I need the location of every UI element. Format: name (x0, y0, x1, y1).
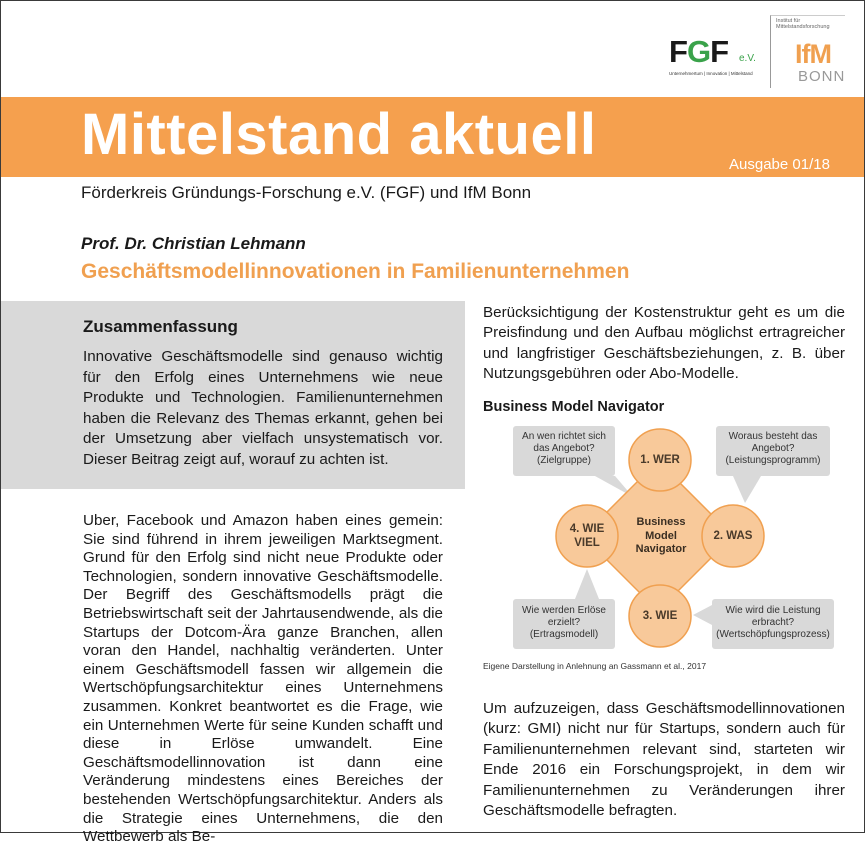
title-banner (1, 97, 864, 177)
node-label-was: 2. WAS (713, 530, 753, 542)
article-title: Geschäftsmodellinnovationen in Familienunternehmen (81, 260, 630, 283)
bubble-top-left-text: An wen richtet sich das Angebot? (Zielgruppe) (522, 431, 606, 466)
summary-box (1, 301, 465, 489)
publisher-subtitle: Förderkreis Gründungs-Forschung e.V. (FGF) und IfM Bonn (81, 183, 532, 202)
diagram-title: Business Model Navigator (483, 399, 665, 415)
fgf-logo-tagline: Unternehmertum | Innovation | Mittelstand (669, 71, 753, 76)
ifm-logo-letters: IfM (795, 39, 831, 69)
bubble-bottom-left-text: Wie werden Erlöse erzielt? (Ertragsmodell) (522, 605, 606, 640)
ifm-logo-institute: Institut für Mittelstandsforschung (776, 18, 830, 30)
summary-text: Innovative Geschäftsmodelle sind genauso wichtig für den Erfolg eines Unternehmens wie neue Produkte und Technologien. Familienunternehmen haben die Relevanz des Themas erkannt, gehen bei der Umsetzung aber vielfach unsystematisch vor. Dieser Beitrag zeigt auf, worauf zu achten ist. (83, 348, 443, 468)
fgf-logo (669, 35, 761, 83)
business-model-navigator-diagram (483, 419, 845, 657)
author-name: Prof. Dr. Christian Lehmann (81, 234, 306, 253)
body-text-right-bottom: Um aufzuzeigen, dass Geschäftsmodellinnovationen (kurz: GMI) nicht nur für Startups, sondern auch für Familienunternehmen relevant sind, starteten wir Ende 2016 ein Forschungsprojekt, in dem wir Familienunternehmen zu Veränderungen ihrer Geschäftsmodelle befragten. (483, 700, 845, 820)
body-text-left: Uber, Facebook und Amazon haben eines gemein: Sie sind führend in ihrem jeweiligen Marktsegment. Grund für den Erfolg sind nicht neue Produkte oder Technologien, sondern innovative Geschäftsmodelle. Der Begriff des Geschäftsmodells prägt die Betriebswirtschaft seit der Jahrtausendwende, als die Startups der Dotcom-Ära ganze Branchen, allen voran den Handel, nachhaltig veränderten. Unter einem Geschäftsmodell fassen wir allgemein die Wertschöpfungsarchitektur eines Unternehmens zusammen. Konkret beantwortet es die Frage, wie ein Unternehmen Werte für seine Kunden schafft und diese in Erlöse umwandelt. Eine Geschäftsmodellinnovation ist dann eine Veränderung mindestens eines Bereiches der bestehenden Wertschöpfungsarchitektur. Anders als die Strategie eines Unternehmens, die den Wettbewerb als Be- (83, 512, 443, 846)
fgf-logo-letters: FGF (669, 34, 728, 69)
ifm-logo-city: BONN (798, 68, 846, 85)
bubble-bottom-right-text: Wie wird die Leistung erbracht? (Wertschöpfungsprozess) (716, 605, 830, 640)
bubble-top-right-text: Woraus besteht das Angebot? (Leistungsprogramm) (725, 431, 821, 466)
summary-heading: Zusammenfassung (83, 317, 238, 336)
diagram-center-label: Business Model Navigator (635, 516, 687, 555)
node-label-wie: 3. WIE (642, 610, 678, 622)
body-text-right-top: Berücksichtigung der Kostenstruktur geht es um die Preisfindung und den Aufbau möglichst ertragreicher und langfristiger Geschäftsbeziehungen, z. B. über Nutzungsgebühren oder Abo-Modelle. (483, 304, 845, 383)
node-label-wie-viel: 4. WIE VIEL (569, 523, 605, 549)
fgf-logo-ev: e.V. (739, 53, 756, 64)
ifm-logo (770, 15, 845, 88)
node-label-wer: 1. WER (640, 454, 680, 466)
newsletter-title: Mittelstand aktuell (81, 102, 597, 167)
issue-label: Ausgabe 01/18 (729, 156, 830, 173)
diagram-caption: Eigene Darstellung in Anlehnung an Gassmann et al., 2017 (483, 661, 707, 671)
